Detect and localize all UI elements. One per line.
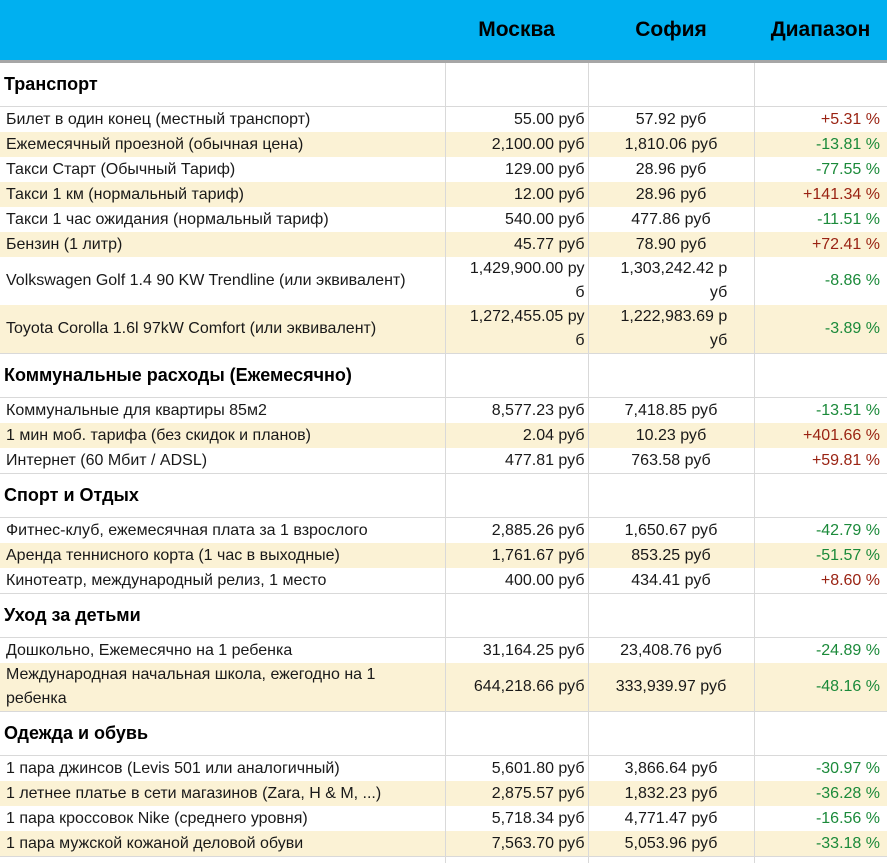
section-row	[0, 354, 887, 398]
moscow-value-cell	[445, 543, 588, 568]
item-label: Такси 1 км (нормальный тариф)	[6, 183, 244, 207]
moscow-value-cell	[445, 423, 588, 448]
moscow-value: 7,563.70 руб	[492, 832, 585, 856]
item-label-cell	[0, 423, 445, 448]
sofia-value: 10.23 руб	[636, 424, 707, 448]
section-row	[0, 594, 887, 638]
range-value-cell	[754, 257, 887, 305]
range-value-cell	[754, 806, 887, 831]
moscow-value-cell	[445, 756, 588, 782]
sofia-value-cell	[588, 806, 754, 831]
range-value: -3.89 %	[825, 320, 880, 337]
sofia-value: 78.90 руб	[636, 233, 707, 257]
item-label: 1 пара кроссовок Nike (среднего уровня)	[6, 807, 308, 831]
range-value-cell	[754, 831, 887, 857]
range-value: -8.86 %	[825, 272, 880, 289]
range-value-cell	[754, 207, 887, 232]
moscow-value-cell	[445, 107, 588, 133]
range-value-cell	[754, 448, 887, 474]
sofia-value: 333,939.97 руб	[616, 675, 727, 699]
table-row	[0, 423, 887, 448]
section-empty-cell	[754, 474, 887, 518]
item-label: Аренда теннисного корта (1 час в выходные)	[6, 544, 340, 568]
table-row	[0, 132, 887, 157]
range-value-cell	[754, 756, 887, 782]
table-row	[0, 638, 887, 664]
sofia-value-cell	[588, 398, 754, 424]
sofia-value: 1,650.67 руб	[625, 519, 718, 543]
range-value: +401.66 %	[803, 427, 880, 444]
item-label-cell	[0, 132, 445, 157]
section-empty-cell	[588, 712, 754, 756]
sofia-value-cell	[588, 448, 754, 474]
section-title: Коммунальные расходы (Ежемесячно)	[4, 365, 352, 385]
section-empty-cell	[445, 474, 588, 518]
item-label: Такси 1 час ожидания (нормальный тариф)	[6, 208, 329, 232]
table-row	[0, 398, 887, 424]
section-empty-cell	[445, 354, 588, 398]
sofia-value: 853.25 руб	[631, 544, 710, 568]
range-value-cell	[754, 305, 887, 354]
header-row	[0, 0, 887, 62]
sofia-value: 5,053.96 руб	[625, 832, 718, 856]
moscow-value: 400.00 руб	[505, 569, 584, 593]
range-value-cell	[754, 157, 887, 182]
section-title-cell	[0, 62, 445, 107]
sofia-value: 763.58 руб	[631, 449, 710, 473]
section-empty-cell	[754, 712, 887, 756]
sofia-value-cell	[588, 756, 754, 782]
moscow-value: 8,577.23 руб	[492, 399, 585, 423]
item-label-cell	[0, 543, 445, 568]
table-row	[0, 663, 887, 712]
item-label: 1 пара мужской кожаной деловой обуви	[6, 832, 303, 856]
section-title: Одежда и обувь	[4, 723, 148, 743]
section-empty-cell	[445, 62, 588, 107]
range-value-cell	[754, 543, 887, 568]
table-row	[0, 257, 887, 305]
range-value: -77.55 %	[816, 161, 880, 178]
sofia-value: 28.96 руб	[636, 183, 707, 207]
sofia-value-cell	[588, 568, 754, 594]
range-value-cell	[754, 568, 887, 594]
section-title: Транспорт	[4, 74, 98, 94]
item-label-cell	[0, 232, 445, 257]
moscow-value: 45.77 руб	[514, 233, 585, 257]
range-value: +72.41 %	[812, 236, 880, 253]
moscow-value: 644,218.66 руб	[474, 675, 585, 699]
range-value: +8.60 %	[821, 572, 880, 589]
section-title: Спорт и Отдых	[4, 485, 139, 505]
range-value-cell	[754, 781, 887, 806]
item-label-cell	[0, 806, 445, 831]
sofia-value: 23,408.76 руб	[620, 639, 722, 663]
item-label-cell	[0, 182, 445, 207]
range-value-cell	[754, 107, 887, 133]
moscow-value: 1,272,455.05 руб	[467, 305, 585, 353]
sofia-value: 28.96 руб	[636, 158, 707, 182]
sofia-value-cell	[588, 232, 754, 257]
range-value-cell	[754, 398, 887, 424]
table-row	[0, 182, 887, 207]
table-row	[0, 806, 887, 831]
table-row	[0, 157, 887, 182]
sofia-value: 477.86 руб	[631, 208, 710, 232]
sofia-value-cell	[588, 182, 754, 207]
sofia-value: 1,810.06 руб	[625, 133, 718, 157]
table-row	[0, 448, 887, 474]
range-value: -13.51 %	[816, 402, 880, 419]
section-row	[0, 712, 887, 756]
section-row	[0, 474, 887, 518]
sofia-value-cell	[588, 638, 754, 664]
sofia-value-cell	[588, 157, 754, 182]
moscow-value-cell	[445, 207, 588, 232]
range-value-cell	[754, 518, 887, 544]
item-label: Коммунальные для квартиры 85м2	[6, 399, 267, 423]
item-label: Дошкольно, Ежемесячно на 1 ребенка	[6, 639, 292, 663]
moscow-value-cell	[445, 157, 588, 182]
range-value: -24.89 %	[816, 642, 880, 659]
moscow-value: 477.81 руб	[505, 449, 584, 473]
item-label-cell	[0, 831, 445, 857]
sofia-value-cell	[588, 543, 754, 568]
moscow-value: 1,761.67 руб	[492, 544, 585, 568]
moscow-value-cell	[445, 806, 588, 831]
moscow-value-cell	[445, 568, 588, 594]
range-value: -51.57 %	[816, 547, 880, 564]
table-row	[0, 543, 887, 568]
item-label-cell	[0, 518, 445, 544]
header-col-range: Диапазон	[754, 0, 887, 62]
moscow-value: 1,429,900.00 руб	[467, 257, 585, 305]
item-label: Ежемесячный проезной (обычная цена)	[6, 133, 303, 157]
sofia-value: 57.92 руб	[636, 108, 707, 132]
table-body	[0, 62, 887, 863]
table-row	[0, 831, 887, 857]
section-title-cell	[0, 474, 445, 518]
section-empty-cell	[588, 594, 754, 638]
sofia-value-cell	[588, 831, 754, 857]
range-value: -16.56 %	[816, 810, 880, 827]
item-label: 1 пара джинсов (Levis 501 или аналогичный)	[6, 757, 340, 781]
item-label: 1 мин моб. тарифа (без скидок и планов)	[6, 424, 311, 448]
range-value: -13.81 %	[816, 136, 880, 153]
item-label-cell	[0, 781, 445, 806]
section-title: Уход за детьми	[4, 605, 141, 625]
item-label: Такси Старт (Обычный Тариф)	[6, 158, 235, 182]
sofia-value-cell	[588, 257, 754, 305]
range-value: -48.16 %	[816, 678, 880, 695]
table-row	[0, 781, 887, 806]
range-value: +59.81 %	[812, 452, 880, 469]
item-label-cell	[0, 398, 445, 424]
item-label-cell	[0, 663, 445, 712]
moscow-value-cell	[445, 448, 588, 474]
range-value-cell	[754, 638, 887, 664]
moscow-value-cell	[445, 182, 588, 207]
sofia-value: 1,303,242.42 руб	[615, 257, 728, 305]
section-empty-cell	[588, 354, 754, 398]
sofia-value-cell	[588, 132, 754, 157]
moscow-value: 2,885.26 руб	[492, 519, 585, 543]
moscow-value: 129.00 руб	[505, 158, 584, 182]
item-label-cell	[0, 568, 445, 594]
moscow-value: 55.00 руб	[514, 108, 585, 132]
table-row	[0, 568, 887, 594]
item-label-cell	[0, 448, 445, 474]
sofia-value-cell	[588, 663, 754, 712]
sofia-value-cell	[588, 207, 754, 232]
moscow-value-cell	[445, 305, 588, 354]
moscow-value-cell	[445, 518, 588, 544]
item-label-cell	[0, 756, 445, 782]
range-value: -33.18 %	[816, 835, 880, 852]
range-value: +5.31 %	[821, 111, 880, 128]
sofia-value: 1,222,983.69 руб	[615, 305, 728, 353]
item-label-cell	[0, 638, 445, 664]
moscow-value: 12.00 руб	[514, 183, 585, 207]
range-value: +141.34 %	[803, 186, 880, 203]
section-empty-cell	[445, 712, 588, 756]
sofia-value: 434.41 руб	[631, 569, 710, 593]
item-label-cell	[0, 305, 445, 354]
sofia-value: 4,771.47 руб	[625, 807, 718, 831]
sofia-value-cell	[588, 107, 754, 133]
item-label-cell	[0, 157, 445, 182]
moscow-value: 2,875.57 руб	[492, 782, 585, 806]
item-label: Международная начальная школа, ежегодно на 1 ребенка	[6, 663, 426, 711]
moscow-value-cell	[445, 781, 588, 806]
sofia-value: 3,866.64 руб	[625, 757, 718, 781]
section-title-cell	[0, 712, 445, 756]
moscow-value-cell	[445, 663, 588, 712]
section-empty-cell	[588, 62, 754, 107]
section-title-cell	[0, 354, 445, 398]
table-row	[0, 207, 887, 232]
sofia-value-cell	[588, 423, 754, 448]
sofia-value: 7,418.85 руб	[625, 399, 718, 423]
item-label-cell	[0, 207, 445, 232]
section-empty-cell	[754, 62, 887, 107]
table-row	[0, 305, 887, 354]
section-title-cell	[0, 594, 445, 638]
item-label: Кинотеатр, международный релиз, 1 место	[6, 569, 326, 593]
moscow-value-cell	[445, 638, 588, 664]
item-label: 1 летнее платье в сети магазинов (Zara, H & M, ...)	[6, 782, 381, 806]
section-empty-cell	[588, 474, 754, 518]
moscow-value: 540.00 руб	[505, 208, 584, 232]
item-label-cell	[0, 257, 445, 305]
table-row	[0, 518, 887, 544]
section-empty-cell	[754, 594, 887, 638]
table-row	[0, 232, 887, 257]
sofia-value-cell	[588, 781, 754, 806]
section-empty-cell	[445, 594, 588, 638]
item-label: Toyota Corolla 1.6l 97kW Comfort (или эквивалент)	[6, 317, 376, 341]
sofia-value: 1,832.23 руб	[625, 782, 718, 806]
range-value: -42.79 %	[816, 522, 880, 539]
header-col-sofia: София	[588, 0, 754, 62]
range-value: -11.51 %	[817, 211, 880, 228]
range-value-cell	[754, 232, 887, 257]
moscow-value: 31,164.25 руб	[483, 639, 585, 663]
range-value: -30.97 %	[816, 760, 880, 777]
item-label: Билет в один конец (местный транспорт)	[6, 108, 310, 132]
range-value-cell	[754, 663, 887, 712]
moscow-value: 2,100.00 руб	[492, 133, 585, 157]
range-value: -36.28 %	[816, 785, 880, 802]
range-value-cell	[754, 132, 887, 157]
header-item-cell	[0, 0, 445, 62]
item-label: Интернет (60 Мбит / ADSL)	[6, 449, 207, 473]
moscow-value-cell	[445, 398, 588, 424]
sofia-value-cell	[588, 305, 754, 354]
section-empty-cell	[754, 354, 887, 398]
item-label-cell	[0, 107, 445, 133]
range-value-cell	[754, 423, 887, 448]
moscow-value: 5,718.34 руб	[492, 807, 585, 831]
section-row	[0, 62, 887, 107]
table-row	[0, 107, 887, 133]
moscow-value-cell	[445, 232, 588, 257]
moscow-value: 5,601.80 руб	[492, 757, 585, 781]
moscow-value: 2.04 руб	[523, 424, 585, 448]
item-label: Фитнес-клуб, ежемесячная плата за 1 взрослого	[6, 519, 368, 543]
moscow-value-cell	[445, 831, 588, 857]
moscow-value-cell	[445, 257, 588, 305]
item-label: Бензин (1 литр)	[6, 233, 122, 257]
moscow-value-cell	[445, 132, 588, 157]
header-col-moscow: Москва	[445, 0, 588, 62]
item-label: Volkswagen Golf 1.4 90 KW Trendline (или эквивалент)	[6, 269, 406, 293]
table-row	[0, 756, 887, 782]
range-value-cell	[754, 182, 887, 207]
sofia-value-cell	[588, 518, 754, 544]
